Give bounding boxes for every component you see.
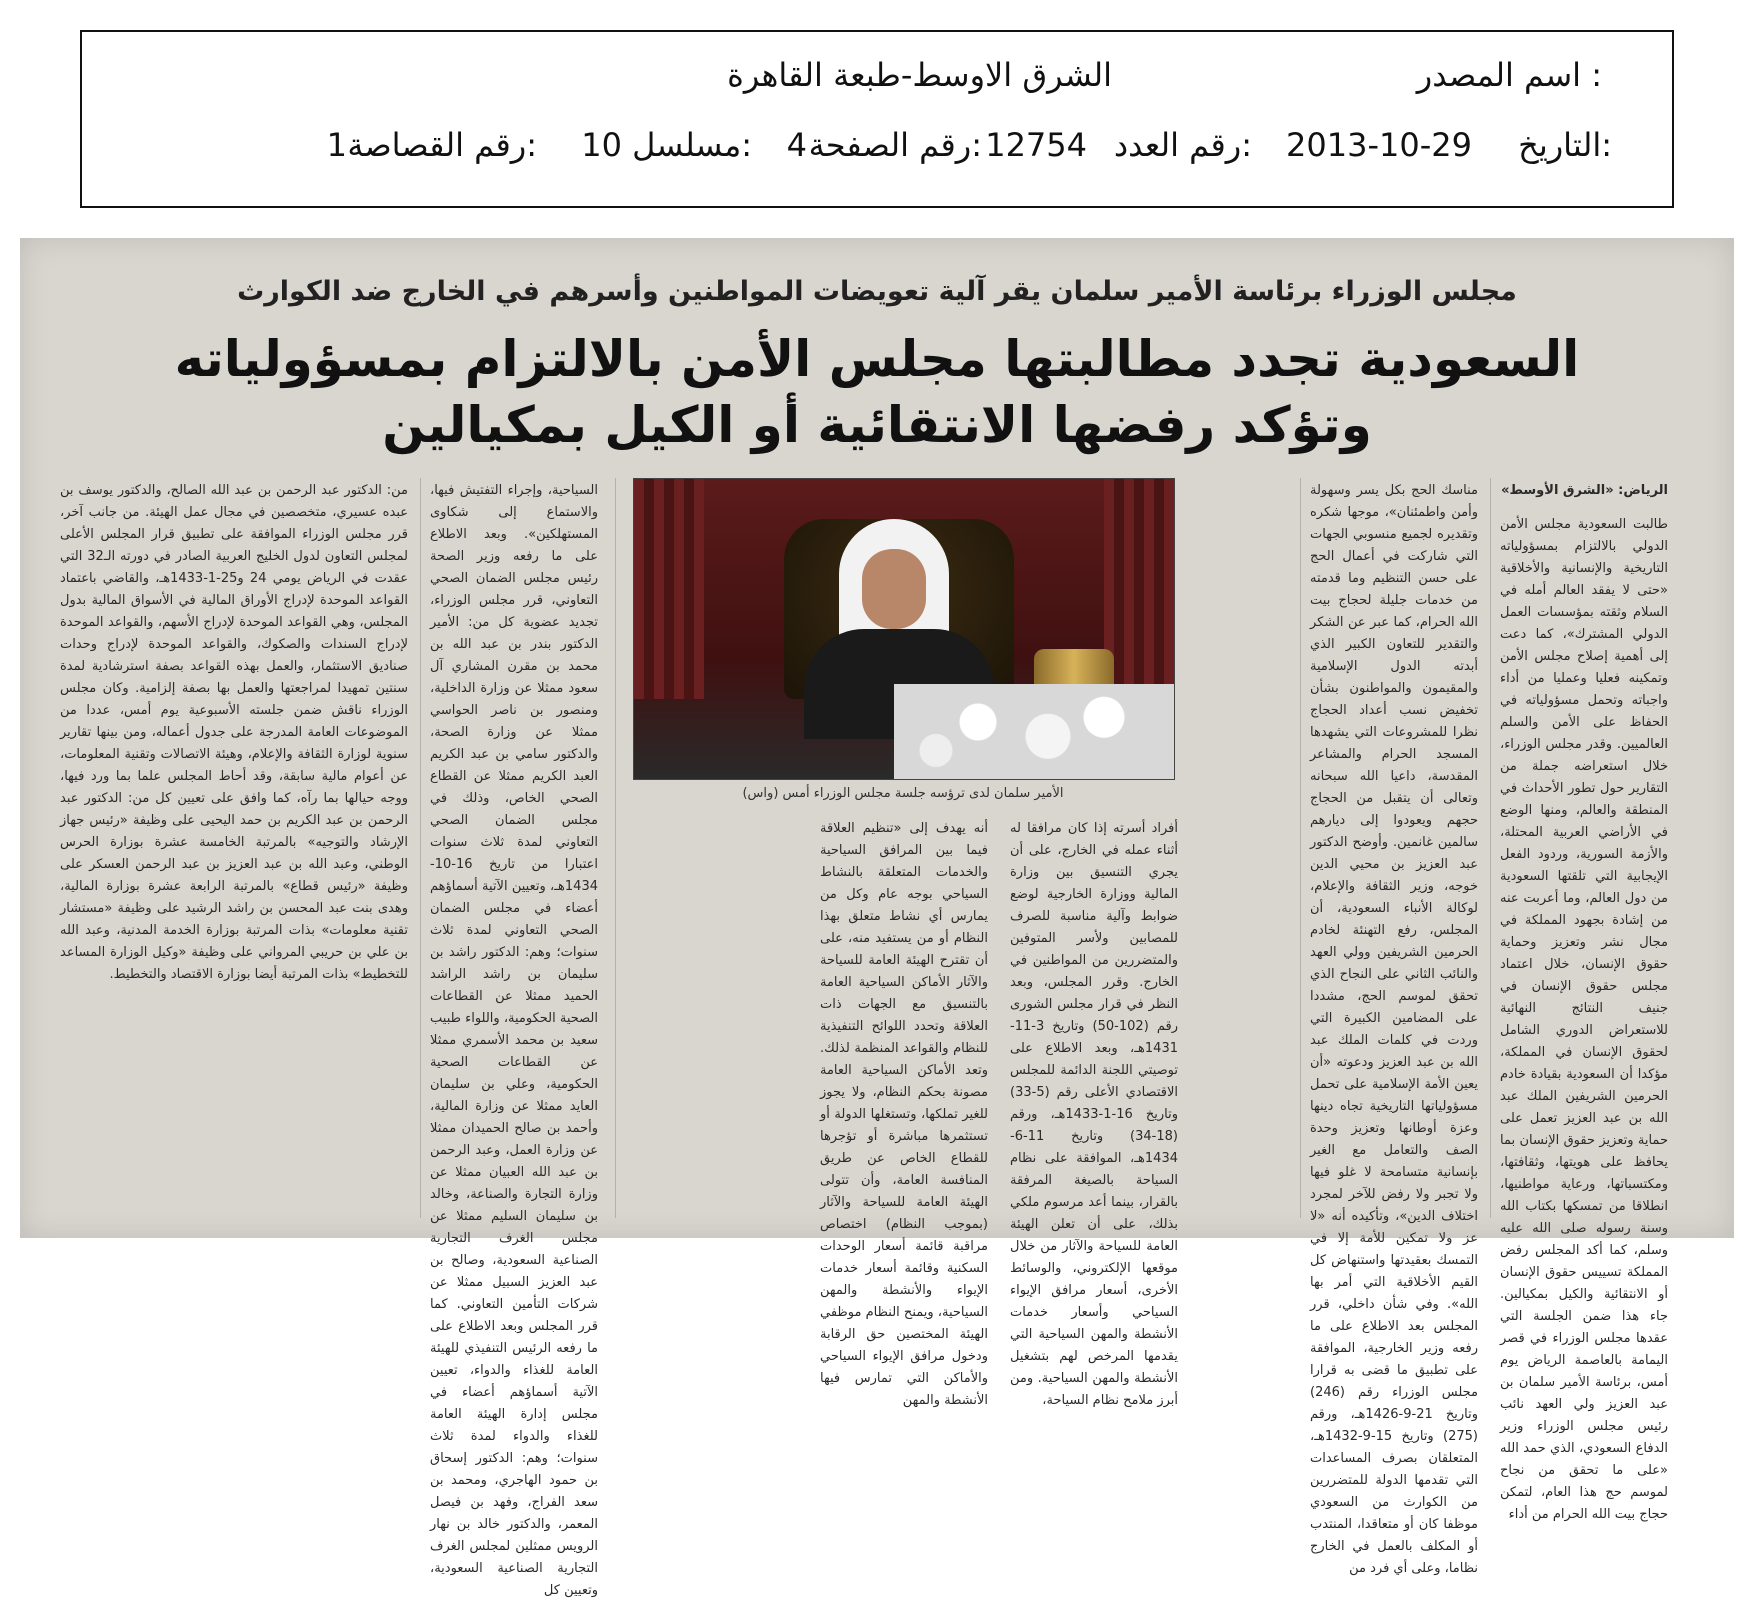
column-2-text: مناسك الحج بكل يسر وسهولة وأمن واطمئنان»، موجها شكره وتقديره لجميع منسوبي الجهات التي شاركت في أعمال الحج على حسن التنظيم وما قدمته من خدمات جليلة لحجاج بيت الله الحرام، كما عبر عن الشكر والتقدير للتعاون الكبير الذي أبدته الدول الإسلامية والمقيمون والمواطنون بشأن تخفيض نسب أعداد الحجاج نظرا للمشروعات التي يشهدها المسجد الحرام والمشاعر المقدسة، داعيا الله سبحانه وتعالى أن يتقبل من الحجاج حجهم ويعودوا إلى ديارهم سالمين غانمين. وأوضح الدكتور عبد العزيز بن محيي الدين خوجه، وزير الثقافة والإعلام، لوكالة الأنباء السعودية، أن المجلس، رفع التهنئة لخادم الحرمين الشريفين وولي العهد والنائب الثاني على النجاح الذي تحقق لموسم الحج، مشددا على المضامين الكبيرة التي وردت في كلمات الملك عبد الله بن عبد العزيز ودعوته «أن يعين الأمة الإسلامية على تحمل مسؤولياتها التاريخية تجاه دينها وعزة أوطانها وتعزيز وحدة الصف والتعامل مع الغير بإنسانية متسامحة لا غلو فيها ولا تجبر ولا رفض للآخر لمجرد اختلاف الدين»، وتأكيده أنه «لا عز ولا تمكين للأمة إلا في التمسك بعقيدتها واستنهاض كل القيم الأخلاقية التي أمر بها الله». وفي شأن داخلي، قرر المجلس بعد الاطلاع على ما رفعه وزير الخارجية، الموافقة على تطبيق ما قضى به قرارا مجلس الوزراء رقم (246) وتاريخ 21-9-1426هـ، ورقم (275) وتاريخ 15-9-1432هـ، المتعلقان بصرف المساعدات التي تقدمها الدولة للمتضررين من الكوارث من السعودي موظفا كان أو متعاقدا، المنتدب أو المكلف بالعمل في الخارج نظاما، وعلى أي فرد من [1310,483,1478,1576]
photo-curtain [634,479,704,699]
serial-label: مسلسل: [632,126,752,164]
clipping-metadata-box [80,30,1674,208]
clip-number-label: رقم القصاصة: [347,126,537,164]
column-rule [615,478,616,1218]
page-label: رقم الصفحة: [808,126,982,164]
article-column-4 [820,818,988,1408]
date-value: 2013-10-29 [1286,126,1472,164]
article-column-5 [430,480,598,1598]
photo-caption: الأمير سلمان لدى ترؤسه جلسة مجلس الوزراء أمس (واس) [742,786,1064,801]
column-3-text: أفراد أسرته إذا كان مرافقا له أثناء عمله في الخارج، على أن يجري التنسيق بين وزارة المالية ووزارة الخارجية لوضع ضوابط وآلية مناسبة للصرف للمصابين ولأسر المتوفين والمتضررين من المواطنين في الخارج. وقرر المجلس، وبعد النظر في قرار مجلس الشورى رقم (102-50) وتاريخ 3-11-1431هـ، وبعد الاطلاع على توصيتي اللجنة الدائمة للمجلس الاقتصادي الأعلى رقم (5-33) وتاريخ 16-1-1433هـ، ورقم (18-34) وتاريخ 11-6-1434هـ، الموافقة على نظام السياحة بالصيغة المرفقة بالقرار، بينما أعد مرسوم ملكي بذلك، على أن تعلن الهيئة العامة للسياحة والآثار من خلال موقعها الإلكتروني، والوسائط الأخرى، أسعار مرافق الإيواء السياحي وأسعار خدمات الأنشطة والمهن السياحية التي يقدمها المرخص لهم بتشغيل الأنشطة والمهن السياحية. ومن أبرز ملامح نظام السياحة، [1010,821,1178,1408]
source-value: الشرق الاوسط-طبعة القاهرة [727,56,1112,94]
article-column-6 [60,480,408,1220]
column-6-text: من: الدكتور عبد الرحمن بن عبد الله الصالح، والدكتور يوسف بن عبده عسيري، متخصصين في مجال عمل الهيئة. من جانب آخر، قرر مجلس الوزراء الموافقة على تطبيق قرار المجلس الأعلى لمجلس التعاون لدول الخليج العربية الصادر في دورته الـ32 التي عقدت في الرياض يومي 24 و25-1-1433هـ، والقاضي باعتماد القواعد الموحدة لإدراج الأوراق المالية في الأسواق المالية بدول المجلس، وهي القواعد الموحدة لإدراج الأسهم، والقواعد الموحدة لإدراج السندات والصكوك، والقواعد الموحدة لإدراج وحدات صناديق الاستثمار، والعمل بهذه القواعد بصفة استرشادية لمدة سنتين تمهيدا لمراجعتها والعمل بها بصفة إلزامية. وكان مجلس الوزراء ناقش ضمن جلسته الأسبوعية يوم أمس، عددا من الموضوعات العامة المدرجة على جدول أعماله، ومن بينها تقارير سنوية لوزارة الثقافة والإعلام، وهيئة الاتصالات وتقنية المعلومات، عن أعوام مالية سابقة، وقد أحاط المجلس علما بما ورد فيها، ووجه حيالها بما رآه، كما وافق على تعيين كل من: الدكتور عبد الرحمن بن عبد الكريم بن حمد اليحيى على وظيفة «رئيس جهاز الإرشاد والتوجيه» بالمرتبة الخامسة عشرة بوزارة الحرس الوطني، وعبد الله بن عبد العزيز بن عبد الرحمن العسكر على وظيفة «رئيس قطاع» بالمرتبة الرابعة عشرة بوزارة المالية، وهدى بنت عبد المحسن بن راشد الرشيد على وظيفة «مستشار تقنية معلومات» بذات المرتبة بوزارة الخدمة المدنية، وعبد الله بن علي بن حريبي المرواني على وظيفة «وكيل الوزارة المساعد للتخطيط» بذات المرتبة أيضا بوزارة الاقتصاد والتخطيط. [60,483,408,982]
issue-label: رقم العدد: [1113,126,1252,164]
column-5-text: السياحية، وإجراء التفتيش فيها، والاستماع إلى شكاوى المستهلكين». وبعد الاطلاع على ما رفعه وزير الصحة رئيس مجلس الضمان الصحي التعاوني، قرر مجلس الوزراء، تجديد عضوية كل من: الأمير الدكتور بندر بن عبد الله بن محمد بن مقرن المشاري آل سعود ممثلا عن وزارة الداخلية، ومنصور بن ناصر الحواسي ممثلا عن وزارة الصحة، والدكتور سامي بن عبد الكريم العبد الكريم ممثلا عن القطاع الصحي الخاص، وذلك في مجلس الضمان الصحي التعاوني لمدة ثلاث سنوات اعتبارا من تاريخ 16-10-1434هـ، وتعيين الآتية أسماؤهم أعضاء في مجلس الضمان الصحي التعاوني لمدة ثلاث سنوات؛ وهم: الدكتور راشد بن سليمان بن راشد الراشد الحميد ممثلا عن القطاعات الصحية الحكومية، واللواء طبيب سعيد بن محمد الأسمري ممثلا عن القطاعات الصحية الحكومية، وعلي بن سليمان العايد ممثلا عن وزارة المالية، وأحمد بن صالح الحميدان ممثلا عن وزارة العمل، وعبد الرحمن بن عبد الله العبيان ممثلا عن وزارة التجارة والصناعة، وخالد بن سليمان السليم ممثلا عن مجلس الغرف التجارية الصناعية السعودية، وصالح بن عبد العزيز السبيل ممثلا عن شركات التأمين التعاوني. كما قرر المجلس وبعد الاطلاع على ما رفعه الرئيس التنفيذي للهيئة العامة للغذاء والدواء، تعيين الآتية أسماؤهم أعضاء في مجلس إدارة الهيئة العامة للغذاء والدواء لمدة ثلاث سنوات؛ وهم: الدكتور إسحاق بن حمود الهاجري، ومحمد بن سعد الفراج، وفهد بن فيصل المعمر، والدكتور خالد بن نهار الرويس ممثلين لمجلس الغرف التجارية الصناعية السعودية، وتعيين كل [430,483,598,1598]
column-rule [420,478,421,1218]
column-4-text: أنه يهدف إلى «تنظيم العلاقة فيما بين المرافق السياحية والخدمات المتعلقة بالنشاط السياحي بوجه عام وكل من يمارس أي نشاط متعلق بهذا النظام أو من يستفيد منه، على أن تقترح الهيئة العامة للسياحة والآثار الأماكن السياحية العامة بالتنسيق مع الجهات ذات العلاقة وتحدد اللوائح التنفيذية للنظام والقواعد المنظمة لذلك. وتعد الأماكن السياحية العامة مصونة بحكم النظام، ولا يجوز للغير تملكها، وتستغلها الدولة أو تستثمرها مباشرة أو تؤجرها للقطاع الخاص عن طريق المنافسة العامة، وأن تتولى الهيئة العامة للسياحة والآثار (بموجب النظام) اختصاص مراقبة قائمة أسعار الوحدات السكنية وقائمة أسعار خدمات الإيواء والأنشطة والمهن السياحية، ويمنح النظام موظفي الهيئة المختصين حق الرقابة ودخول مرافق الإيواء السياحي والأماكن التي تمارس فيها الأنشطة والمهن [820,821,988,1408]
article-column-3 [1010,818,1178,1408]
article-kicker: مجلس الوزراء برئاسة الأمير سلمان يقر آلية تعويضات المواطنين وأسرهم في الخارج ضد الكوارث [237,276,1517,307]
photo-flowers [894,684,1174,779]
article-column-2 [1310,480,1478,1576]
article-column-1 [1500,480,1668,1522]
column-rule [1300,478,1301,1218]
photo-face [862,549,926,629]
column-1-text: طالبت السعودية مجلس الأمن الدولي بالالتزام بمسؤولياته التاريخية والإنسانية والأخلاقية «حتى لا يفقد العالم أمله في السلام وثقته بمؤسسات العمل الدولي المشترك»، كما دعت إلى أهمية إصلاح مجلس الأمن وتمكينه فعليا وعمليا من أداء واجباته وتحمل مسؤولياته في الحفاظ على الأمن والسلم العالميين. وقدر مجلس الوزراء، خلال استعراضه جملة من التقارير حول تطور الأحداث في المنطقة والعالم، ومنها الوضع في الأراضي العربية المحتلة، والأزمة السورية، وردود الفعل الإيجابية التي تلقتها السعودية من دول العالم، وما أعربت عنه من إشادة بجهود المملكة في مجال نشر وتعزيز وحماية حقوق الإنسان، خلال اعتماد مجلس حقوق الإنسان في جنيف النتائج النهائية للاستعراض الدوري الشامل لحقوق الإنسان في المملكة، مؤكدا أن السعودية بقيادة خادم الحرمين الشريفين الملك عبد الله بن عبد العزيز تعمل على حماية وتعزيز حقوق الإنسان بما يحافظ على هويتها، وثقافتها، ومكتسباتها، ورعاية مواطنيها، انطلاقا من تمسكها بكتاب الله وسنة رسوله صلى الله عليه وسلم، كما أكد المجلس رفض المملكة تسييس حقوق الإنسان أو الانتقائية والكيل بمكيالين. جاء هذا ضمن الجلسة التي عقدها مجلس الوزراء في قصر اليمامة بالعاصمة الرياض يوم أمس، برئاسة الأمير سلمان بن عبد العزيز ولي العهد نائب رئيس مجلس الوزراء وزير الدفاع السعودي، الذي حمد الله «على ما تحقق من نجاح لموسم حج هذا العام، لتمكن حجاج بيت الله الحرام من أداء [1500,517,1668,1522]
headline-line-2: وتؤكد رفضها الانتقائية أو الكيل بمكيالين [382,396,1372,454]
source-label: اسم المصدر : [1416,56,1602,94]
column-rule [1490,478,1491,1218]
clip-number-value: 1 [326,126,347,164]
issue-value: 12754 [985,126,1087,164]
headline-line-1: السعودية تجدد مطالبتها مجلس الأمن بالالتزام بمسؤولياته [174,330,1580,388]
serial-value: 10 [581,126,622,164]
page-value: 4 [786,126,807,164]
article-photo [633,478,1175,780]
article-byline: الرياض: «الشرق الأوسط» [1501,483,1668,498]
photo-curtain [1104,479,1174,699]
date-label: التاريخ: [1518,126,1612,164]
newspaper-clipping [20,238,1734,1598]
